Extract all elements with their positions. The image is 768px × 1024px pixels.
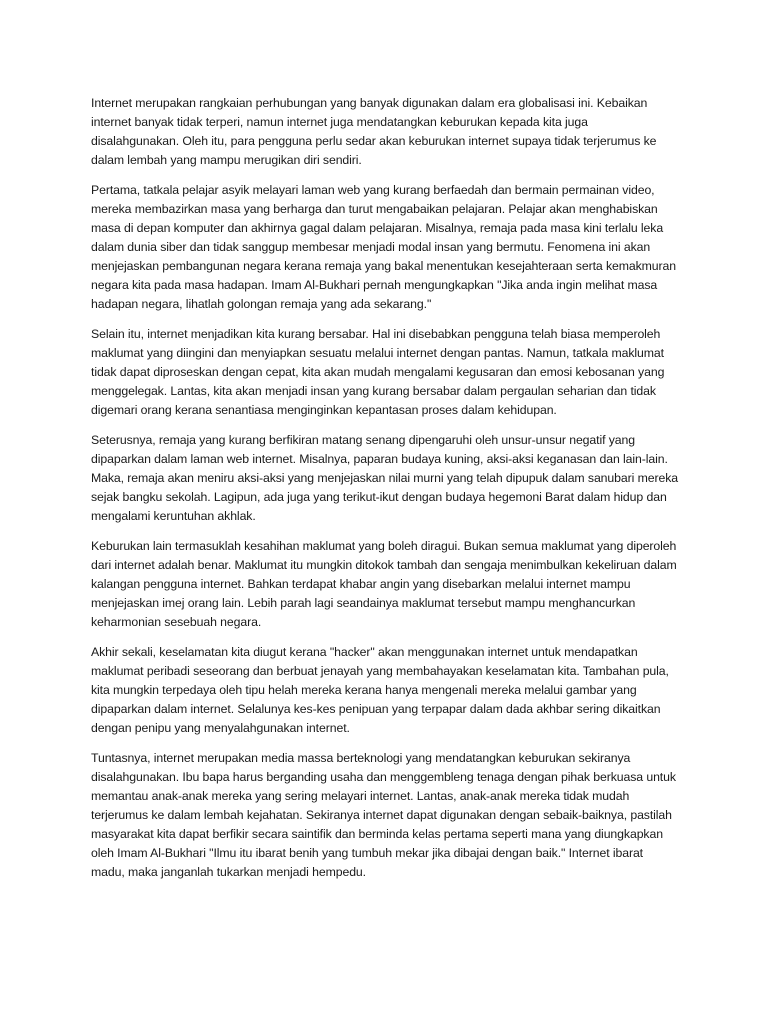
paragraph-second-point: Selain itu, internet menjadikan kita kurang bersabar. Hal ini disebabkan pengguna telah biasa memperoleh maklumat yang diingini dan menyiapkan sesuatu melalui internet dengan pantas. Namun, tatkala maklumat tidak dapat diproseskan dengan cepat, kita akan mudah mengalami kegusaran dan emosi kebosanan yang menggelegak. Lantas, kita akan menjadi insan yang kurang bersabar dalam pergaulan seharian dan tidak digemari orang kerana senantiasa menginginkan kepantasan proses dalam kehidupan. (91, 326, 665, 417)
paragraph-intro: Internet merupakan rangkaian perhubungan yang banyak digunakan dalam era globalisasi ini. Kebaikan internet banyak tidak terperi, namun internet juga mendatangkan keburukan kepada kita juga disalahgunakan. Oleh itu, para pengguna perlu sedar akan keburukan internet supaya tidak terjerumus ke dalam lembah yang mampu merugikan diri sendiri. (91, 96, 657, 167)
paragraph-first-point: Pertama, tatkala pelajar asyik melayari laman web yang kurang berfaedah dan bermain permainan video, mereka membazirkan masa yang berharga dan turut mengabaikan pelajaran. Pelajar akan menghabiskan masa di depan komputer dan akhirnya gagal dalam pelajaran. Misalnya, remaja pada masa kini terlalu leka dalam dunia siber dan tidak sanggup membesar menjadi modal insan yang bermutu. Fenomena ini akan menjejaskan pembangunan negara kerana remaja yang bakal menentukan kesejahteraan serta kemakmuran negara kita pada masa hadapan. Imam Al-Bukhari pernah mengungkapkan "Jika anda ingin melihat masa hadapan negara, lihatlah golongan remaja yang ada sekarang." (91, 183, 677, 311)
paragraph-fifth-point: Akhir sekali, keselamatan kita diugut kerana "hacker" akan menggunakan internet untuk mendapatkan maklumat peribadi seseorang dan berbuat jenayah yang membahayakan keselamatan kita. Tambahan pula, kita mungkin terpedaya oleh tipu helah mereka kerana hanya mengenali mereka melalui gambar yang dipaparkan dalam internet. Selalunya kes-kes penipuan yang terpapar dalam dada akhbar sering dikaitkan dengan penipu yang menyalahgunakan internet. (91, 645, 669, 735)
paragraph-conclusion: Tuntasnya, internet merupakan media massa berteknologi yang mendatangkan keburukan sekiranya disalahgunakan. Ibu bapa harus berganding usaha dan menggembleng tenaga dengan pihak berkuasa untuk memantau anak-anak mereka yang sering melayari internet. Lantas, anak-anak mereka tidak mudah terjerumus ke dalam lembah kejahatan. Sekiranya internet dapat digunakan dengan sebaik-baiknya, pastilah masyarakat kita dapat berfikir secara saintifik dan berminda kelas pertama seperti mana yang diungkapkan oleh Imam Al-Bukhari "Ilmu itu ibarat benih yang tumbuh mekar jika dibajai dengan baik." Internet ibarat madu, maka janganlah tukarkan menjadi hempedu. (91, 751, 676, 879)
paragraph-third-point: Seterusnya, remaja yang kurang berfikiran matang senang dipengaruhi oleh unsur-unsur negatif yang dipaparkan dalam laman web internet. Misalnya, paparan budaya kuning, aksi-aksi keganasan dan lain-lain. Maka, remaja akan meniru aksi-aksi yang menjejaskan nilai murni yang telah dipupuk dalam sanubari mereka sejak bangku sekolah. Lagipun, ada juga yang terikut-ikut dengan budaya hegemoni Barat dalam hidup dan mengalami keruntuhan akhlak. (91, 433, 678, 523)
paragraph-fourth-point: Keburukan lain termasuklah kesahihan maklumat yang boleh diragui. Bukan semua maklumat yang diperoleh dari internet adalah benar. Maklumat itu mungkin ditokok tambah dan sengaja menimbulkan kekeliruan dalam kalangan pengguna internet. Bahkan terdapat khabar angin yang disebarkan melalui internet mampu menjejaskan imej orang lain. Lebih parah lagi seandainya maklumat tersebut mampu menghancurkan keharmonian sesebuah negara. (91, 539, 677, 629)
document-body (91, 94, 679, 893)
